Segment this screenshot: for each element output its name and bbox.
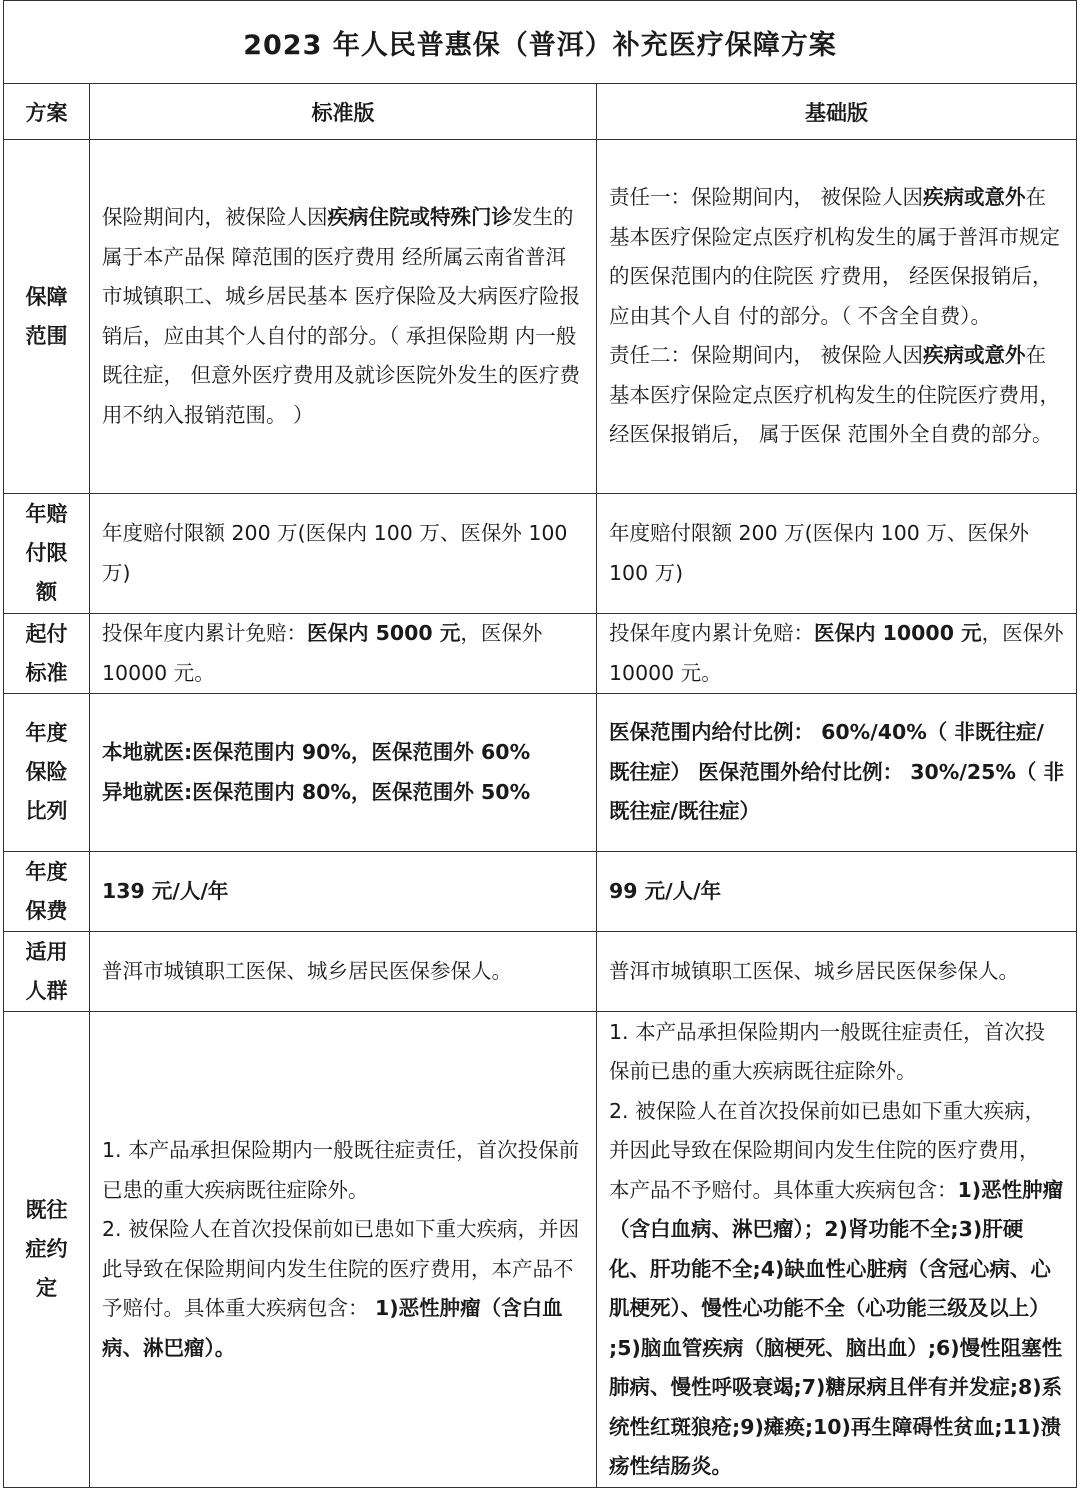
text-segment: 责任一：保险期间内， 被保险人因	[609, 185, 924, 210]
row-label-line: 范围	[25, 323, 68, 348]
coverage-basic	[597, 140, 1077, 494]
text-segment: 年度赔付限额 200 万(医保内 100 万、医保外 100 万)	[609, 521, 1029, 585]
row-preexisting	[4, 1012, 1077, 1488]
label-premium	[4, 852, 90, 932]
annual-limit-standard	[90, 494, 597, 614]
row-label-line: 保障	[25, 284, 68, 309]
text-segment: 责任二：保险期间内， 被保险人因	[609, 343, 924, 368]
insurance-plan-table-page	[3, 0, 1076, 1492]
premium-standard	[90, 852, 597, 932]
label-preexisting	[4, 1012, 90, 1488]
header-row	[4, 84, 1077, 140]
premium-basic	[597, 852, 1077, 932]
text-segment: 2. 被保险人在首次投保前如已患如下重大疾病，并因此导致在保险期间内发生住院的医疗费用，本产品不予赔付。具体重大疾病包含：	[102, 1217, 580, 1320]
text-segment: 投保年度内累计免赔：	[102, 621, 307, 645]
eligibility-standard	[90, 932, 597, 1012]
row-label-line: 额	[36, 580, 57, 604]
ratio-basic	[597, 694, 1077, 852]
row-label-line: 适用	[25, 939, 68, 964]
bold-text-segment: 本地就医:医保范围内 90%，医保范围外 60%	[102, 740, 531, 764]
label-annual-limit	[4, 494, 90, 614]
eligibility-basic	[597, 932, 1077, 1012]
row-eligibility	[4, 932, 1077, 1012]
row-label-line: 标准	[25, 660, 68, 685]
row-label-line: 定	[36, 1276, 57, 1300]
preexisting-standard	[90, 1012, 597, 1488]
preexisting-basic	[597, 1012, 1077, 1488]
header-basic: 基础版	[597, 84, 1077, 140]
bold-text-segment: 139 元/人/年	[102, 878, 229, 903]
text-segment: ，医保外 10000 元。	[102, 621, 543, 685]
row-annual-limit	[4, 494, 1077, 614]
bold-text-segment: 疾病或意外	[923, 343, 1026, 368]
label-coverage	[4, 140, 90, 494]
bold-text-segment: 异地就医:医保范围内 80%，医保范围外 50%	[102, 779, 531, 804]
row-coverage	[4, 140, 1077, 494]
row-label-line: 年度	[25, 859, 68, 884]
text-segment: 2. 被保险人在首次投保前如已患如下重大疾病，并因此导致在保险期间内发生住院的医疗费用， 本产品不予赔付。具体重大疾病包含：	[609, 1098, 1046, 1202]
text-segment: 普洱市城镇职工医保、城乡居民医保参保人。	[102, 958, 512, 983]
text-segment: ，医保外 10000 元。	[609, 621, 1064, 685]
text-segment: 投保年度内累计免赔：	[609, 621, 814, 645]
ratio-standard	[90, 694, 597, 852]
row-label-line: 保险	[25, 760, 68, 784]
row-label-line: 付限	[25, 541, 68, 565]
row-label-line: 比列	[25, 799, 68, 823]
text-segment: 年度赔付限额 200 万(医保内 100 万、医保外 100 万)	[102, 521, 568, 585]
label-eligibility	[4, 932, 90, 1012]
header-standard: 标准版	[90, 84, 597, 140]
bold-text-segment: 1)恶性肿瘤（含白血病、淋巴瘤）。	[102, 1296, 563, 1360]
bold-text-segment: 99 元/人/年	[609, 878, 722, 903]
row-label-line: 症约	[25, 1237, 68, 1261]
text-segment: 保险期间内，被保险人因	[102, 205, 328, 229]
text-segment: 发生的属于本产品保 障范围的医疗费用 经所属云南省普洱市城镇职工、城乡居民基本 医疗保险及大病医疗险报销后，应由其个人自付的部分。（ 承担保险期 内一般既往症， 但意外医疗费用及就诊医院外发生的医疗费用不纳入报销范围。 ）	[102, 205, 581, 427]
annual-limit-basic	[597, 494, 1077, 614]
row-label-line: 起付	[25, 621, 68, 646]
deductible-standard	[90, 614, 597, 694]
bold-text-segment: 医保内 5000 元	[307, 621, 461, 645]
title-row	[4, 1, 1077, 84]
label-ratio	[4, 694, 90, 852]
bold-text-segment: 医保范围内给付比例： 60%/40%（ 非既往症/既往症） 医保范围外给付比例： 30%/25%（ 非既往症/既往症）	[609, 720, 1065, 824]
coverage-standard	[90, 140, 597, 494]
row-label-line: 人群	[25, 978, 68, 1003]
row-label-line: 既往	[25, 1198, 68, 1222]
label-deductible	[4, 614, 90, 694]
text-segment: 普洱市城镇职工医保、城乡居民医保参保人。	[609, 958, 1019, 983]
row-label-line: 保费	[25, 898, 68, 923]
text-segment: 在 基本医疗保险定点医疗机构发生的住院医疗费用， 经医保报销后， 属于医保 范围外全自费的部分。	[609, 343, 1060, 447]
header-plan: 方案	[4, 84, 90, 140]
text-segment: 在 基本医疗保险定点医疗机构发生的属于普洱市规定的医保范围内的住院医 疗费用， 经医保报销后， 应由其个人自 付的部分。（ 不含全自费）。	[609, 185, 1060, 328]
bold-text-segment: 医保内 10000 元	[814, 621, 982, 645]
deductible-basic	[597, 614, 1077, 694]
row-premium	[4, 852, 1077, 932]
plan-comparison-table	[3, 0, 1077, 1488]
row-label-line: 年度	[25, 721, 68, 745]
bold-text-segment: 1)恶性肿瘤（含白血病、淋巴瘤）；2)肾功能不全;3)肝硬化、肝功能不全;4)缺血性心脏病（含冠心病、心肌梗死）、慢性心功能不全（心功能三级及以上） ;5)脑血管疾病（脑梗死、脑出血）;6)慢性阻塞性肺病、慢性呼吸衰竭;7)糖尿病且伴有并发症;8)系统性红斑狼疮;9)瘫痪;10)再生障碍性贫血;11)溃疡性结肠炎。	[609, 1177, 1064, 1478]
bold-text-segment: 疾病或意外	[923, 185, 1026, 210]
page-title: 2023 年人民普惠保（普洱）补充医疗保障方案	[4, 1, 1077, 84]
text-segment: 1. 本产品承担保险期内一般既往症责任，首次投保前已患的重大疾病既往症除外。	[102, 1138, 580, 1202]
row-ratio	[4, 694, 1077, 852]
text-segment: 1. 本产品承担保险期内一般既往症责任，首次投保前已患的重大疾病既往症除外。	[609, 1019, 1046, 1083]
row-deductible	[4, 614, 1077, 694]
bold-text-segment: 疾病住院或特殊门诊	[327, 205, 512, 229]
row-label-line: 年赔	[25, 502, 68, 526]
